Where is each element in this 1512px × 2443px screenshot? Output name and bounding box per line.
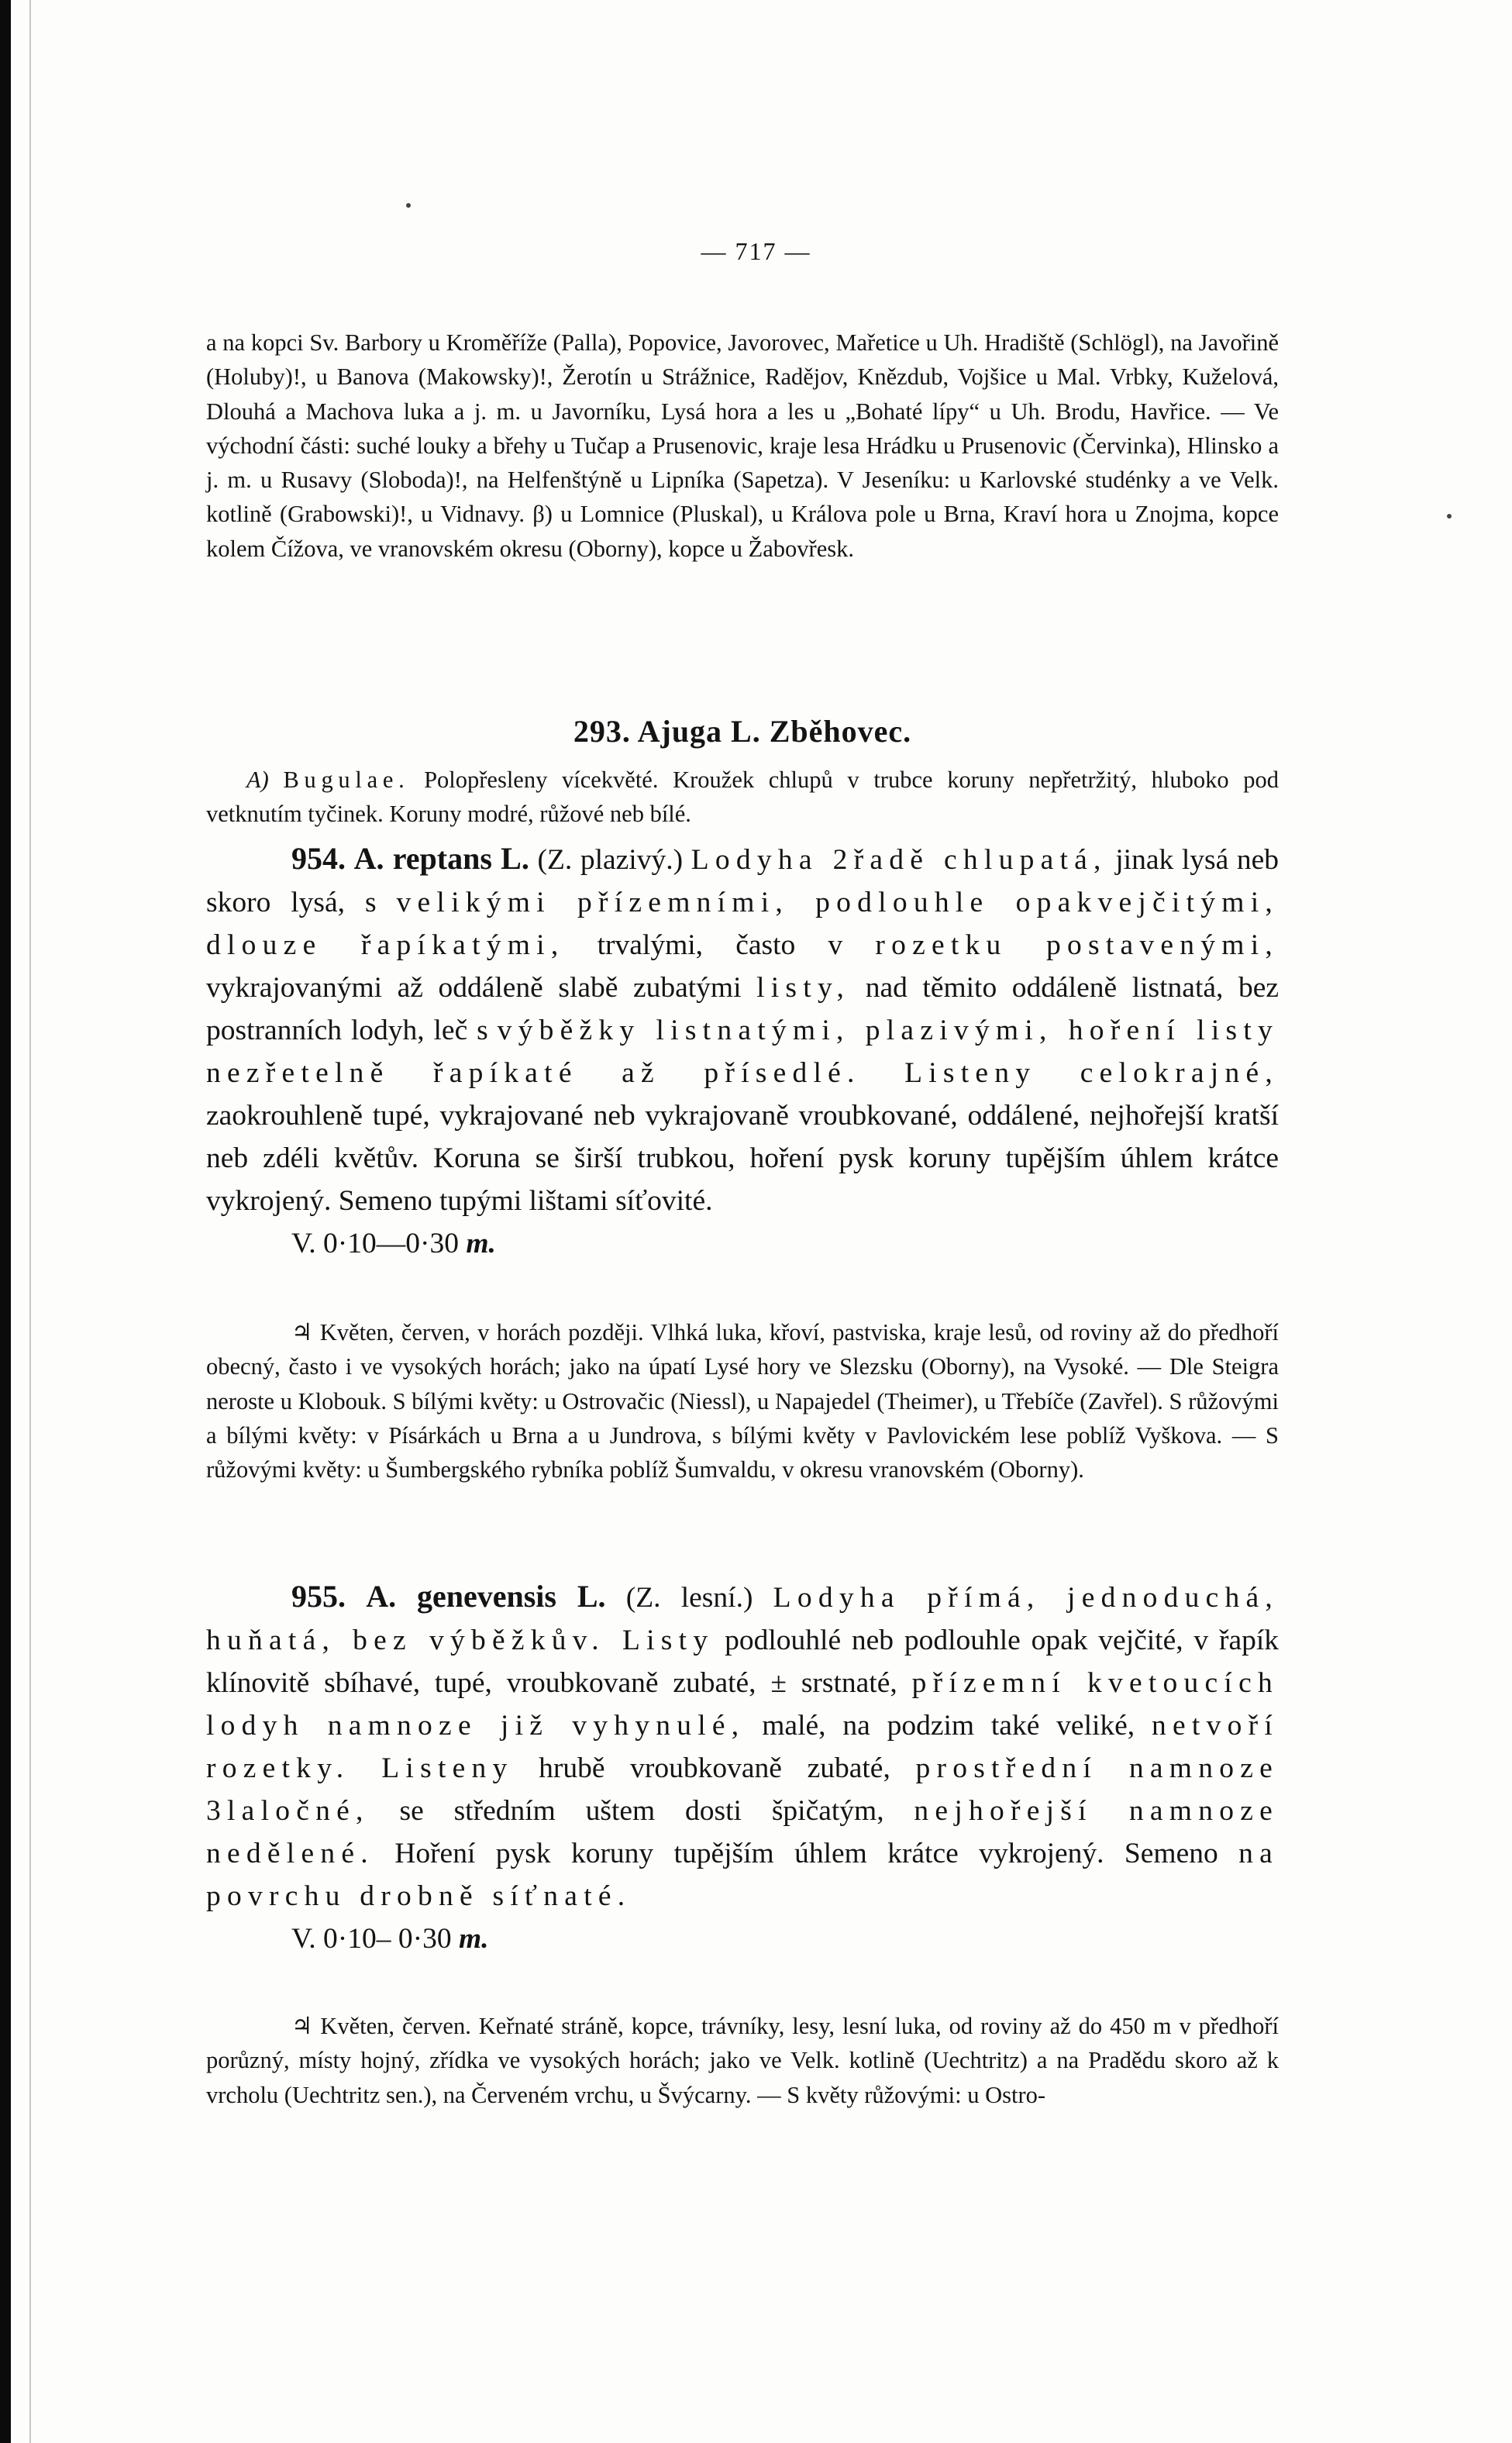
intro-paragraph <box>206 326 1279 566</box>
species-habitat: Květen, červen. Keřnaté stráně, kopce, trávníky, lesy, lesní luka, od roviny až do 450 m v předhoří porůzný, místy hojný, zřídka ve vysokých horách; jako ve Velk. kotlině (Uechtritz) a na Pradědu skoro až k vrcholu (Uechtritz sen.), na Červeném vrchu, u Švýcarny. — S květy růžovými: u Ostro- <box>206 2013 1279 2108</box>
description-text: hrubě vroubkovaně zubaté, <box>513 1752 916 1784</box>
description-text: Hoření pysk koruny tupějším úhlem krátce vykrojený. Semeno <box>374 1838 1239 1869</box>
species-size: V. 0·10– 0·30 <box>291 1923 452 1955</box>
description-text: nad těmito oddáleně listnatá, bez postranních lodyh, leč s <box>206 972 1279 1046</box>
description-text: podlouhlé neb podlouhle opak vejčité, v řapík klínovitě sbíhavé, tupé, vroubkovaně zubaté, ± srstnaté, <box>206 1625 1280 1699</box>
species-habitat: Květen, červen, v horách později. Vlhká luka, křoví, pastviska, kraje lesů, od roviny až do předhoří obecný, často i ve vysokých horách; jako na úpatí Lysé hory ve Slezsku (Oborny), na Vysoké. — Dle Steigra neroste u Klobouk. S bílými květy: u Ostrovačic (Niessl), u Napajedel (Theimer), u Třebíče (Zavřel). S růžovými a bílými květy: v Písárkách u Brna a u Jundrova, s bílými květy v Pavlovickém lese poblíž Vyškova. — S růžovými květy: u Šumbergského rybníka poblíž Šumvaldu, v okresu vranovském (Oborny). <box>206 1319 1279 1483</box>
page-number: — 717 — <box>701 237 811 265</box>
species-size: V. 0·10—0·30 <box>291 1228 459 1259</box>
emphasized-text: Lodyha 2řadě chlupatá, <box>691 844 1107 876</box>
section-name: Bugulae. <box>283 767 410 793</box>
section-marker: A) <box>246 767 269 793</box>
emphasized-text: netvoří rozetky. Listeny <box>206 1710 1279 1784</box>
scan-speck <box>406 203 411 208</box>
perennial-symbol: ♃ <box>291 2013 313 2039</box>
species-name: A. reptans L. <box>353 841 529 876</box>
species-desc <box>206 844 1279 1217</box>
section-text: Polopřesleny vícekvěté. Kroužek chlupů v trubce koruny nepřetržitý, hluboko pod vetknutím tyčinek. Koruny modré, růžové neb bílé. <box>206 767 1280 828</box>
perennial-symbol: ♃ <box>291 1319 313 1346</box>
species-954-description <box>206 837 1279 1265</box>
species-common-name: (Z. plazivý.) <box>537 844 684 876</box>
species-number: 955. <box>291 1579 346 1614</box>
emphasized-text: listy, <box>756 972 851 1004</box>
description-text: se středním uštem dosti špičatým, <box>369 1795 914 1827</box>
species-name: A. genevensis L. <box>366 1579 606 1614</box>
species-unit: m. <box>458 1923 489 1955</box>
emphasized-text: Lodyha přímá, jednoduchá, huňatá, bez výběžkův. Listy <box>206 1582 1280 1656</box>
description-text: trvalými, často v <box>564 929 876 961</box>
species-954-habitat <box>206 1315 1279 1487</box>
genus-section <box>206 763 1279 832</box>
description-text: zaokrouhleně tupé, vykrajované neb vykrajovaně vroubkované, oddálené, nejhořejší kratší neb zdéli květův. Koruna se širší trubkou, hoření pysk koruny tupějším úhlem krátce vykrojený. Semeno tupými lištami síťovité. <box>206 1100 1279 1217</box>
emphasized-text: výběžky listnatými, plazivými, hoření listy nezřetelně řapíkaté až přísedlé. Listeny celokrajné, <box>206 1015 1279 1089</box>
species-955-habitat <box>206 2009 1279 2112</box>
species-955-description <box>206 1575 1279 1960</box>
emphasized-text: rozetku postavenými, <box>875 929 1279 961</box>
emphasized-text: velikými přízemními, podlouhle opakvejčitými, dlouze řapíkatými, <box>206 887 1279 961</box>
description-text: vykrajovanými až oddáleně slabě zubatými <box>206 972 757 1004</box>
description-text: jinak lysá neb skoro lysá, s <box>206 844 1280 918</box>
description-text: malé, na podzim také veliké, <box>745 1710 1152 1742</box>
scan-left-edge <box>0 0 11 2443</box>
intro-text: a na kopci Sv. Barbory u Kroměříže (Palla), Popovice, Javorovec, Mařetice u Uh. Hradiště (Schlögl), na Javořině (Holuby)!, u Banova (Makowsky)!, Žerotín u Strážnice, Radějov, Knězdub, Vojšice u Mal. Vrbky, Kuželová, Dlouhá a Machova luka a j. m. u Javorníku, Lysá hora a les u „Bohaté lípy“ u Uh. Brodu, Havřice. — Ve východní části: suché louky a břehy u Tučap a Prusenovic, kraje lesa Hrádku u Prusenovic (Červinka), Hlinsko a j. m. u Rusavy (Sloboda)!, na Helfenštýně u Lipníka (Sapetza). V Jeseníku: u Karlovské studénky a ve Velk. kotlině (Grabowski)!, u Vidnavy. β) u Lomnice (Pluskal), u Králova pole u Brna, Kraví hora u Znojma, kopce kolem Čížova, ve vranovském okresu (Oborny), kopce u Žabovřesk. <box>206 329 1279 562</box>
species-common-name: (Z. lesní.) <box>625 1582 753 1614</box>
species-unit: m. <box>466 1228 496 1259</box>
genus-heading: 293. Ajuga L. Zběhovec. <box>573 714 912 749</box>
emphasized-text: na povrchu drobně síťnaté. <box>206 1838 1279 1912</box>
emphasized-text: prostřední namnoze 3laločné, <box>206 1752 1279 1827</box>
species-desc <box>206 1582 1279 1912</box>
emphasized-text: nejhořejší namnoze nedělené. <box>206 1795 1279 1869</box>
scan-speck <box>1447 514 1452 519</box>
emphasized-text: přízemní kvetoucích lodyh namnoze již vyhynulé, <box>206 1667 1279 1742</box>
scan-edge-line <box>29 0 31 2443</box>
species-number: 954. <box>291 841 346 876</box>
